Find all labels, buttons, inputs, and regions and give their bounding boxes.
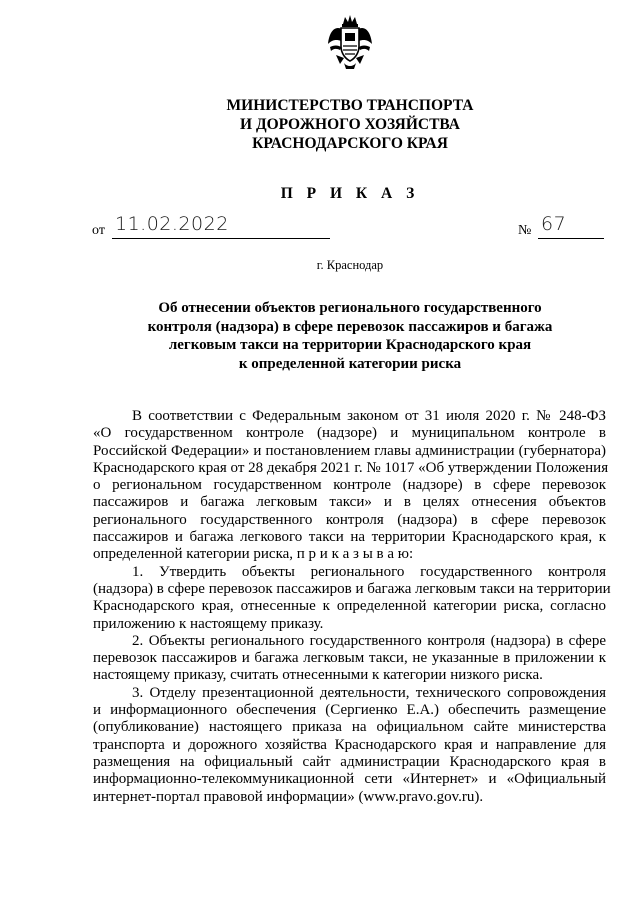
order-body — [93, 408, 611, 806]
document-type-title: П Р И К А З — [280, 185, 420, 202]
body-line: и информационного обеспечения (Сергиенко Е.А.) обеспечить размещение — [93, 702, 606, 719]
body-line: определенной категории риска, п р и к а з ы в а ю: — [93, 546, 414, 563]
date-underline — [112, 238, 330, 239]
date-prefix: от — [92, 223, 105, 238]
subject-line: контроля (надзора) в сфере перевозок пассажиров и багажа — [147, 318, 553, 335]
body-line: перевозок пассажиров и багажа легковым такси, не указанные в приложении к — [93, 650, 606, 667]
body-line: регионального государственного контроля (надзора) в сфере перевозок — [93, 511, 606, 528]
body-line: информационно-телекоммуникационной сети «Интернет» и «Официальный — [93, 771, 606, 788]
body-line: пассажиров и багажа легкового такси на территории Краснодарского края, к — [93, 529, 606, 546]
body-line: 1. Утвердить объекты регионального государственного контроля — [132, 563, 606, 580]
body-line: Краснодарского края, отнесенные к определенной категории риска, согласно — [93, 598, 606, 615]
date-handwritten: 11.02.2022 — [115, 213, 229, 235]
body-line: (опубликование) настоящего приказа на официальном сайте министерства — [93, 719, 606, 736]
body-line: В соответствии с Федеральным законом от 31 июля 2020 г. № 248-ФЗ — [132, 408, 606, 424]
number-underline — [538, 238, 604, 239]
body-line: 2. Объекты регионального государственного контроля (надзора) в сфере — [132, 632, 606, 649]
body-line: транспорта и дорожного хозяйства Краснодарского края и направление для — [93, 736, 606, 753]
body-line: 3. Отделу презентационной деятельности, технического сопровождения — [132, 684, 606, 701]
body-line: настоящему приказу, считать отнесенными к категории низкого риска. — [93, 667, 543, 684]
number-handwritten: 67 — [541, 213, 567, 235]
subject-line: Об отнесении объектов регионального государственного — [158, 300, 542, 316]
body-line: (надзора) в сфере перевозок пассажиров и багажа легковым такси на территории — [93, 580, 611, 597]
body-line: Краснодарского края от 28 декабря 2021 г. № 1017 «Об утверждении Положения — [93, 459, 609, 476]
number-prefix: № — [518, 223, 532, 238]
coat-of-arms-icon — [326, 14, 374, 72]
body-line: интернет-портал правовой информации» (www.pravo.gov.ru). — [93, 788, 484, 805]
subject-line: легковым такси на территории Краснодарского края — [168, 337, 532, 354]
city-label: г. Краснодар — [316, 258, 384, 272]
body-line: Российской Федерации» и постановлением главы администрации (губернатора) — [93, 442, 606, 459]
body-line: «О государственном контроле (надзоре) и муниципальном контроле в — [93, 425, 606, 442]
body-line: о региональном государственном контроле (надзоре) в сфере перевозок — [93, 477, 606, 494]
body-line: размещения на официальный сайт администрации Краснодарского края в — [93, 753, 606, 770]
body-line: приложению к настоящему приказу. — [93, 615, 324, 632]
ministry-line: МИНИСТЕРСТВО ТРАНСПОРТА — [226, 97, 474, 114]
ministry-name — [150, 96, 550, 153]
subject-line: к определенной категории риска — [238, 355, 462, 372]
ministry-line: КРАСНОДАРСКОГО КРАЯ — [252, 135, 448, 152]
ministry-line: И ДОРОЖНОГО ХОЗЯЙСТВА — [240, 116, 460, 133]
body-line: пассажиров и багажа легковым такси» и в целях отнесения объектов — [93, 494, 606, 511]
order-subject — [110, 299, 590, 373]
